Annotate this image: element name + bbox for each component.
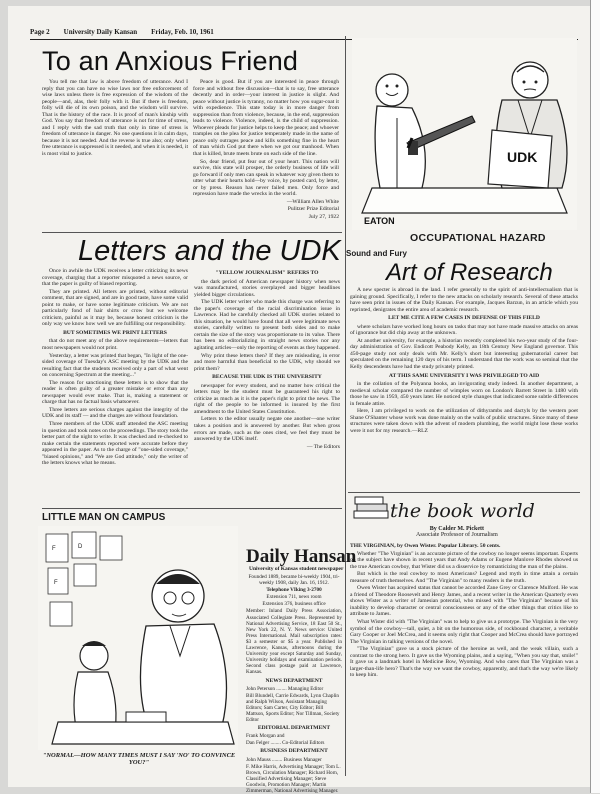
- book-paragraph: Owen Wister has acquired status that cannot be accorded Zane Grey or Clarence Mulford. He was a friend of Theodore Roosevelt and Henry James, and a recent writer in the American Quarterly even shows Wister as a writer of Jamesian potential, who missed with "The Virginian" because of his inability to develop character or central consciousness or any of the other things that critics like to attribute to James.: [350, 585, 578, 618]
- adjacent-page-edge: [590, 0, 600, 793]
- book-paragraph: But which is the real cowboy to most Americans? Legend and myth in time attain a certain measure of truth themselves. And "The Virginian" to many readers is the truth.: [350, 571, 578, 584]
- letter-headline-art-of-research: Art of Research: [386, 259, 553, 286]
- section-divider: [348, 492, 580, 493]
- staff-heading: NEWS DEPARTMENT: [265, 677, 323, 684]
- editorial-headline-anxious-friend: To an Anxious Friend: [42, 46, 299, 76]
- editorial2-paragraph: The reason for sanctioning these letters is to show that the reader is often guilty of a greater mistake or error than any newspaper would ever make. That is, making a statement or charge that has no factual basis whatsoever.: [42, 379, 188, 406]
- staff-line: John Peterson ........ Managing Editor: [246, 685, 324, 692]
- section-divider: [42, 508, 342, 509]
- staff-heading: BUSINESS DEPARTMENT: [260, 748, 328, 755]
- staff-line: Extension 711, news room: [266, 594, 322, 601]
- editorial1-paragraph: So, dear friend, put fear out of your heart. This nation will survive, this state will prosper, the orderly business of life will go forward if only men can speak in whatever way given them to utter what their hearts hold—by voice, by posted card, by letter, or by press. Reason has never failed men. Only force and repression have made the wrecks in the world.: [193, 158, 339, 198]
- editorial1-col1: [42, 79, 188, 229]
- editorial2-paragraph: that do not meet any of the above requirements—letters that most newspapers would not print.: [42, 338, 188, 352]
- cartoonist-signature: EATON: [364, 216, 395, 226]
- staff-line: Member: Inland Daily Press Association, Associated Collegiate Press. Represented by National Advertising Service, 18 East 50 St., New York 22, N. Y. News service: United Press International. Mail subscription rates: $3 a semester or $5 a year. Published in Lawrence, Kansas, afternoons during the University year except Saturday and Sunday, University holidays and examination periods. Second class postage paid at Lawrence, Kansas.: [246, 608, 342, 676]
- svg-text:D: D: [78, 544, 83, 550]
- editorial2-paragraph: Three letters are serious charges against the integrity of the UDK and its staff — and the charges are without foundation.: [42, 406, 188, 420]
- staff-line: Extension 376, business office: [262, 601, 326, 608]
- book-world-body: [350, 543, 578, 783]
- svg-text:F: F: [52, 546, 56, 552]
- little-man-cartoon: [38, 526, 238, 750]
- daily-kansan-logo: Daily Hansan: [246, 546, 357, 567]
- editorial2-paragraph: They are printed. All letters are printed, without editorial comment, that are signed, and are in good taste, have some valid point to make, or have some legitimate criticism. We are not particularly fond of hair shirts or crow but we welcome criticism, painful as it may be, because honest criticism is the only way we know how well we are fulfilling our responsibility.: [42, 288, 188, 328]
- editorial2-paragraph: Yesterday, a letter was printed that began, "In light of the one-sided coverage of Tuesday's ASC meeting by the UDK and the resulting fact that the students received only a part of what went on concerning Spectrum at the meeting...": [42, 352, 188, 379]
- byline-author: By Calder M. Pickett: [429, 526, 485, 532]
- research-subhead: LET ME CITE A FEW CASES IN DEFENSE OF THIS FIELD: [388, 315, 540, 322]
- staff-line: Dan Felger ........ Co-Editorial Editors: [246, 740, 325, 747]
- staff-heading: EDITORIAL DEPARTMENT: [257, 725, 331, 732]
- editorial2-paragraph: Letters to the editor usually negate one another—one writer takes a position and is answered by another. But when gross errors are made, such as the ones cited, we feel they must be answered by the UDK itself.: [194, 416, 340, 443]
- editorial1-paragraph: You tell me that law is above freedom of utterance. And I reply that you can have no wise laws nor free enforcement of wise laws unless there is free expression of the wisdom of the people—and, alas, their folly with it. But if there is freedom, folly will die of its own poison, and the wisdom will survive. That is the history of the race. It is proof of man's kinship with God. You say that freedom of utterance is not for time of stress, and I reply with the sad truth that only in time of stress is freedom of utterance in danger. No one questions it in calm days, because it is not needed. And the reverse is true also; only when free utterance is suppressed is it needed, and when it is needed, it is most vital to justice.: [42, 79, 188, 158]
- book-paragraph: What Wister did with "The Virginian" was to help to give us a prototype. The Virginian is the very symbol of the cowboy—tall, quiet, a bit on the humorous side, of rockbound character, a veritable Gary Cooper or Joel McCrea, and it seems only right that Cooper and McCrea should have portrayed The Virginian in talking versions of the novel.: [350, 619, 578, 645]
- research-paragraph: in the collation of the Polyanna books, an invigorating study indeed. In another department, a medieval scholar compared the number of wimples worn on London's Barrett Street in 1480 with those he saw in 1959, 450 years later. He noticed style changes that indicated some subtle differences in female attire.: [350, 381, 578, 407]
- byline-role: Associate Professor of Journalism: [416, 532, 498, 538]
- book-paragraph: Whether "The Virginian" is an accurate picture of the cowboy no longer seems important. Experts on the subject have shown in recent years that Andy Adams or Eugene Manlove Rhodes showed us the true American cowboy, that Wister did us a disservice by romanticizing the man of the plains.: [350, 550, 578, 570]
- editorial2-paragraph: Why print these letters then? If they are misleading, in error and more harmful than beneficial to the UDK, why should we print them?: [194, 352, 340, 372]
- book-world-title: the book world: [390, 500, 535, 522]
- staff-box: [246, 574, 342, 794]
- staff-line: Telephone VIking 3-2700: [266, 587, 322, 594]
- cartoon-caption-little-man: "NORMAL—HOW MANY TIMES MUST I SAY 'NO' TO CONVINCE YOU?": [42, 752, 236, 766]
- research-paragraph: Here, I am privileged to work on the utilization of dithyrambs and dactyls by the western poet Shane O'Shanter whose work was done mainly on the walls of public structures. Since many of these structures were taken down with the advent of modern plumbing, the world might lose these works were it not for my research.—RLZ: [350, 408, 578, 434]
- editorial2-subhead: BUT SOMETIMES WE PRINT LETTERS: [63, 329, 167, 336]
- cartoon-caption-occupational-hazard: OCCUPATIONAL HAZARD: [410, 232, 546, 244]
- staff-line: Bill Blundell, Carrie Edwards, Lynn Chaplin and Ralph Wilson, Assistant Managing Editors; Sam Carter, City Editor; Bill Mattson, Sports Editor; Nor Tillman, Society Editor: [246, 692, 340, 724]
- editorial1-sig-date: July 27, 1922: [308, 213, 339, 220]
- book-title-line: THE VIRGINIAN, by Owen Wister. Popular Library. 50 cents.: [350, 543, 501, 549]
- editorial2-paragraph: The UDK letter writer who made this charge was referring to the paper's coverage of the racial discrimination issue in Lawrence. Had he carefully checked all UDK stories related to this situation, he would have found that all were legitimate news stories, carefully written to present both sides and to make certain the size of the story was proportionate to its value. There has been no editorializing in straight news stories nor any agitating articles—only the reporting of events as they happened.: [194, 299, 340, 352]
- editorial2-col2: [194, 268, 340, 508]
- editorial2-paragraph: the dark period of American newspaper history when news was manufactured, stories overplayed and bigger headlines yielded bigger circulations.: [194, 278, 340, 298]
- staff-box-tagline: University of Kansas student newspaper: [249, 566, 344, 572]
- cartoon-paper-label: UDK: [507, 149, 538, 165]
- book-stack-icon: [352, 495, 392, 521]
- cartoon-title-little-man: LITTLE MAN ON CAMPUS: [42, 512, 166, 523]
- section-divider: [42, 232, 342, 233]
- letters-kicker: Sound and Fury: [346, 249, 407, 258]
- editorial1-sig-note: Pulitzer Prize Editorial: [287, 206, 339, 213]
- staff-line: Frank Morgan and: [246, 733, 285, 740]
- editorial-headline-letters-udk: Letters and the UDK: [78, 235, 341, 267]
- book-paragraph: "The Virginian" gave us a stock picture of the heroine as well, and the weak villain, such a contrast to the strong hero. It gave us the Wyoming plains, and a saying, "When you say that, smile!" It gave us a landmark hotel in Medicine Bow, Wyoming. And who cares that The Virginian was a larger-than-life hero? That's the way we want the cowboy, apparently, and that's the way we're likely to keep him.: [350, 646, 578, 679]
- column-divider: [345, 36, 346, 776]
- staff-line: Founded 1889, became bi-weekly 1904, tri-weekly 1908, daily Jan. 16, 1912.: [248, 574, 340, 587]
- research-subhead: AT THIS SAME UNIVERSITY I WAS PRIVILEGED TO AID: [388, 372, 540, 379]
- research-paragraph: A new specter is abroad in the land. I refer generally to the spirit of anti-intellectualism that is gaining ground. Specifically, I refer to the new attacks on scholarly research. Several of these attacks have seen print in issues of the Daily Kansan. For example, Jacques Barzun, in an article which you reprinted, denigrates the entire area of academic research.: [350, 287, 578, 313]
- page-number: Page 2: [30, 28, 50, 36]
- paper-name: University Daily Kansan: [63, 28, 138, 36]
- research-paragraph: where scholars have worked long hours on tasks that may not have made massive attacks on areas of ignorance but did chip away at the unknown.: [350, 323, 578, 337]
- newspaper-page: [8, 6, 592, 794]
- editorial2-col1: [42, 268, 188, 508]
- issue-date: Friday, Feb. 10, 1961: [151, 28, 214, 36]
- editorial2-paragraph: Once in awhile the UDK receives a letter criticizing its news coverage, charging that a reporter misquoted a news source, or that the paper is guilty of biased reporting.: [42, 268, 188, 288]
- editorial2-subhead: "YELLOW JOURNALISM" REFERS TO: [215, 270, 319, 276]
- editorial2-signature: — The Editors: [306, 443, 340, 450]
- editorial1-col2: [193, 79, 339, 229]
- staff-line: John Mauss ........ Business Manager: [246, 756, 322, 763]
- svg-text:F: F: [54, 580, 58, 586]
- art-of-research-body: [350, 287, 578, 487]
- occupational-hazard-cartoon: [352, 38, 577, 230]
- editorial2-subhead: BECAUSE THE UDK IS THE UNIVERSITY: [212, 374, 322, 381]
- staff-line: F. Mike Harris, Advertising Manager; Tom L. Brown, Circulation Manager; Richard Horn, Classified Advertising Manager; Steve Goodwin, Promotion Manager; Martin Zimmerman, National Advertising Manager.: [246, 763, 341, 794]
- book-world-byline: [416, 526, 498, 538]
- editorial1-paragraph: Peace is good. But if you are interested in peace through force and without free discussion—that is to say, free utterance decently and in order—your interest in justice is slight. And peace without justice is tyranny, no matter how you sugar-coat it with expedience. This state today is in more danger from suppression than from violence, because, in the end, suppression leads to violence. Violence, indeed, is the child of suppression. Whoever pleads for justice helps to keep the peace; and whoever tramples on the plea for justice temperately made in the name of peace only outrages peace and kills something fine in the heart of man which God put there when we got our manhood. When that is killed, brute meets brute on each side of the line.: [193, 79, 339, 158]
- editorial2-paragraph: Three members of the UDK staff attended the ASC meeting in question and took notes on the proceedings. The story took the better part of the night to write. It was checked and re-checked to make certain the statements reported were accurate before they appeared in the paper. As to the charge of "one-sided coverage," "biased opinions," and "We are God attitude," only the writer of the letters knows what he means.: [42, 421, 188, 467]
- editorial2-paragraph: newspaper for every student, and no matter how critical the letters may be the student must be guaranteed his right to criticize as much as it is the paper's right to print the news. The right of the people to be informed is insured by the first amendment to the United States Constitution.: [194, 382, 340, 415]
- editorial1-signature: —William Allen White: [286, 198, 339, 205]
- research-paragraph: At another university, for example, a historian recently completed his two-year study of the four-day administration of Gov. Endicott Peabody Kelly, an 18th Century New England governor. This 450-page study not only deals with Mr. Kelly's short but interesting gubernatorial career but speculated on the remaining 120 days of his term. I understand that the work was so seminal that the Kelly descendents have had the study privately printed.: [350, 337, 578, 371]
